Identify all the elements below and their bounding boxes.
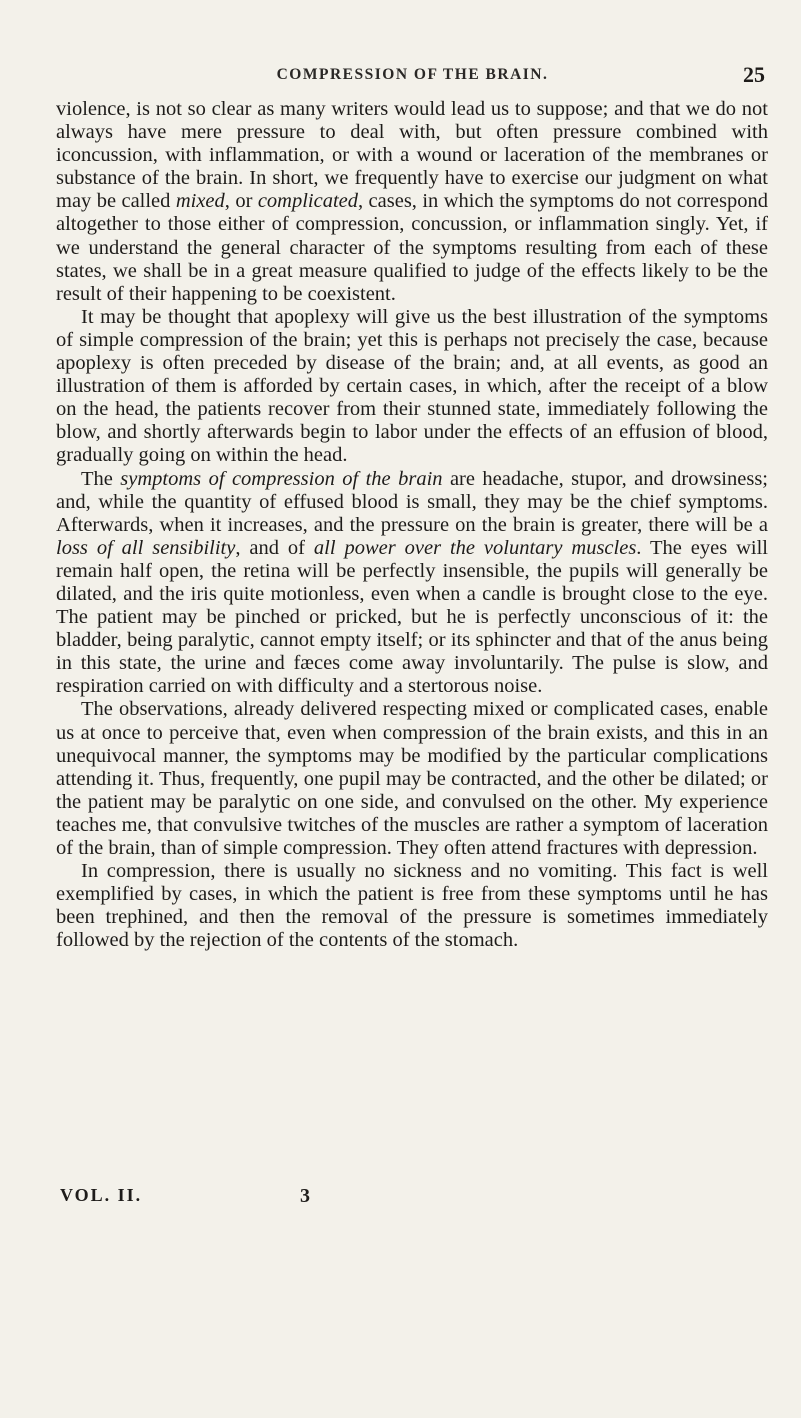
text-run: are headache, stupor, and drowsiness; and, while the quantity of effused blood is small, they may be the chief symptoms. Afterwards, when it increases, and the pressure on the brain is greater, there will be a bbox=[56, 467, 768, 536]
italic-text: complicated bbox=[257, 190, 359, 213]
paragraph bbox=[56, 860, 768, 952]
text-run: . The eyes will remain half open, the retina will be perfectly insensible, the pupils will generally be dilated, and the iris quite motionless, even when a candle is brought close to the eye. The patient may be pinched or pricked, but he is perfectly unconscious of it: the bladder, being paralytic, cannot empty itself; or its sphincter and that of the anus being in this state, the urine and fæces come away involuntarily. The pulse is slow, and respiration carried on with difficulty and a stertorous noise. bbox=[56, 536, 768, 698]
italic-text: loss of all sensibility bbox=[56, 536, 236, 559]
italic-text: all power over the voluntary muscles bbox=[313, 536, 637, 559]
text-run: In compression, there is usually no sickness and no vomiting. This fact is well exemplified by cases, in which the patient is free from these symptoms until he has been trephined, and then the removal of the pressure is sometimes immediately followed by the rejection of the contents of the stomach. bbox=[56, 860, 768, 952]
page-footer bbox=[60, 1185, 460, 1209]
page-header bbox=[60, 62, 765, 92]
paragraph bbox=[56, 306, 768, 468]
text-run: violence, is not so clear as many writers would lead us to suppose; and that we do not always have mere pressure to deal with, but often pressure combined with iconcussion, with inflammation, or with a wound or laceration of the membranes or substance of the brain. In short, we frequently have to exercise our judgment on what may be called bbox=[56, 98, 768, 213]
text-run: It may be thought that apoplexy will give us the best illustration of the symptoms of simple compression of the brain; yet this is perhaps not precisely the case, because apoplexy is often preceded by disease of the brain; and, at all events, as good an illustration of them is afforded by certain cases, in which, after the receipt of a blow on the head, the patients recover from their stunned state, immediately following the blow, and shortly afterwards begin to labor under the effects of an effusion of blood, gradually going on within the head. bbox=[56, 305, 768, 467]
running-title: COMPRESSION OF THE BRAIN. bbox=[276, 66, 549, 83]
body-text bbox=[56, 98, 768, 952]
paragraph bbox=[56, 468, 768, 699]
paragraph bbox=[56, 98, 768, 306]
volume-signature: VOL. II. bbox=[60, 1185, 143, 1205]
paragraph bbox=[56, 698, 768, 860]
italic-text: symptoms of compression of the brain bbox=[120, 467, 443, 490]
page-number: 25 bbox=[743, 62, 765, 87]
text-run: , and of bbox=[235, 536, 314, 559]
signature-mark: 3 bbox=[300, 1185, 310, 1207]
text-run: , or bbox=[224, 190, 258, 213]
text-run: , cases, in which the symptoms do not correspond altogether to those either of compression, concussion, or inflammation singly. Yet, if we understand the general character of the symptoms resulting from each of these states, we shall be in a great measure qualified to judge of the effects likely to be the result of their happening to be coexistent. bbox=[56, 190, 768, 305]
text-run: The bbox=[81, 467, 121, 490]
text-run: The observations, already delivered respecting mixed or complicated cases, enable us at once to perceive that, even when compression of the brain exists, and this in an unequivocal manner, the symptoms may be modified by the particular complications attending it. Thus, frequently, one pupil may be contracted, and the other be dilated; or the patient may be paralytic on one side, and convulsed on the other. My experience teaches me, that convulsive twitches of the muscles are rather a symptom of laceration of the brain, than of simple compression. They often attend fractures with depression. bbox=[56, 698, 768, 859]
italic-text: mixed bbox=[175, 190, 225, 213]
